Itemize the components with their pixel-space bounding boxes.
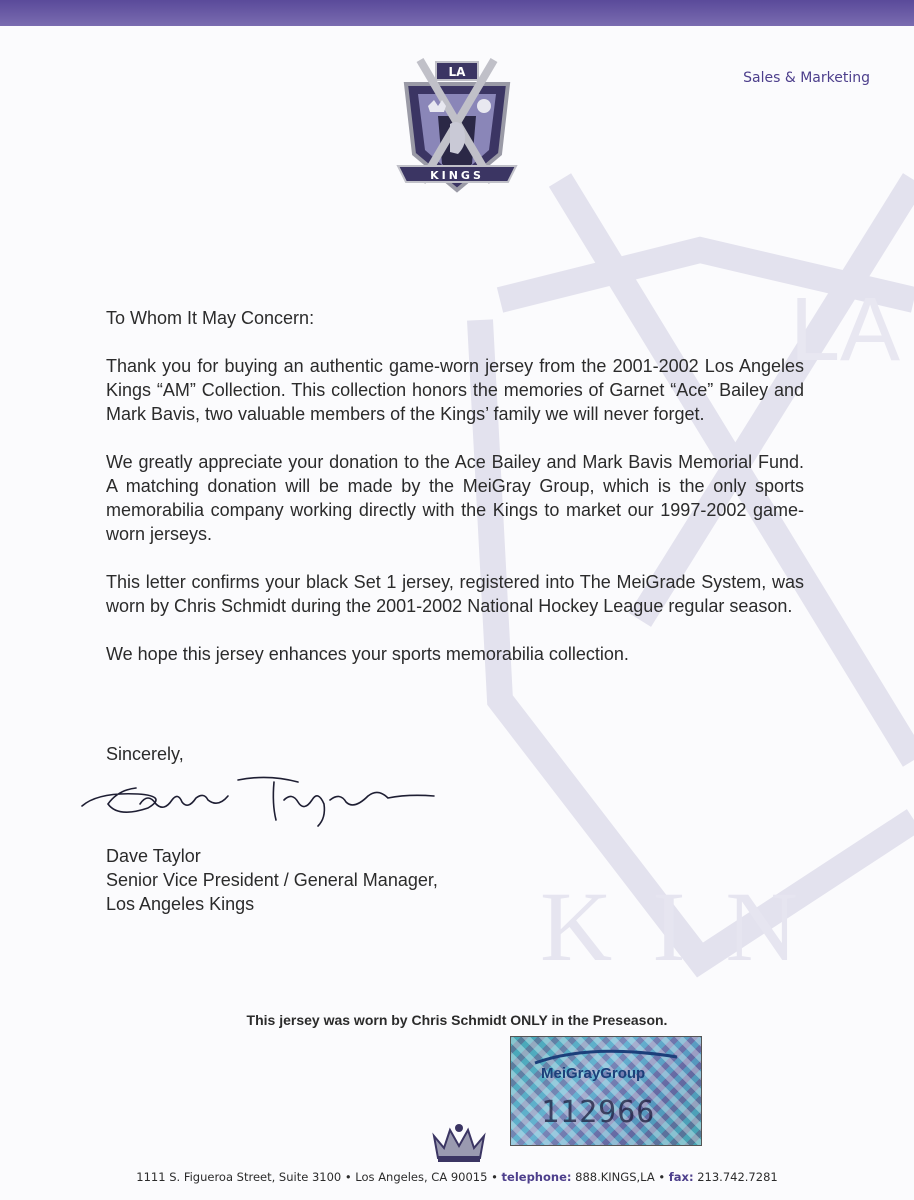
crown-icon (430, 1120, 488, 1164)
hologram-serial-number: 112966 (541, 1095, 656, 1130)
paragraph-confirmation: This letter confirms your black Set 1 jersey, registered into The MeiGrade System, was worn by Chris Schmidt during the 2001-2002 National Hockey League regular season. (106, 572, 804, 616)
footer-fax: 213.742.7281 (697, 1170, 778, 1184)
logo-text-bottom: KINGS (430, 169, 484, 182)
preseason-notice: This jersey was worn by Chris Schmidt ONLY in the Preseason. (246, 1012, 668, 1028)
watermark-letters-bottom: KIN (540, 871, 838, 982)
signer-organization: Los Angeles Kings (106, 894, 255, 914)
signer-block (106, 844, 438, 916)
la-kings-shield-logo (388, 54, 526, 196)
watermark-letters-top: LA (790, 280, 901, 380)
meigray-hologram-sticker (510, 1036, 702, 1146)
footer-contact-line (0, 1170, 914, 1184)
footer-address: 1111 S. Figueroa Street, Suite 3100 • Los Angeles, CA 90015 • (136, 1170, 498, 1184)
footer-telephone-label: telephone: (501, 1170, 572, 1184)
signer-title: Senior Vice President / General Manager, (106, 870, 438, 890)
paragraph-purchase: Thank you for buying an authentic game-worn jersey from the 2001-2002 Los Angeles Kings “AM” Collection. This collection honors the memories of Garnet “Ace” Bailey and Mark Bavis, two valuable members of the Kings’ family we will never forget. (106, 356, 804, 424)
salutation: To Whom It May Concern: (106, 308, 315, 328)
signer-name: Dave Taylor (106, 846, 201, 866)
department-label: Sales & Marketing (743, 70, 870, 86)
paragraph-donation: We greatly appreciate your donation to the Ace Bailey and Mark Bavis Memorial Fund. A matching donation will be made by the MeiGray Group, which is the only sports memorabilia company working directly with the Kings to market our 1997-2002 game-worn jerseys. (106, 452, 804, 544)
paragraph-closing-wish: We hope this jersey enhances your sports memorabilia collection. (106, 644, 629, 664)
footer-telephone: 888.KINGS,LA • (575, 1170, 666, 1184)
hologram-brand: MeiGrayGroup (541, 1065, 646, 1082)
signature (78, 770, 438, 830)
letter-body (106, 306, 804, 690)
closing: Sincerely, (106, 744, 184, 764)
footer-fax-label: fax: (668, 1170, 694, 1184)
logo-text-top: LA (448, 65, 466, 79)
